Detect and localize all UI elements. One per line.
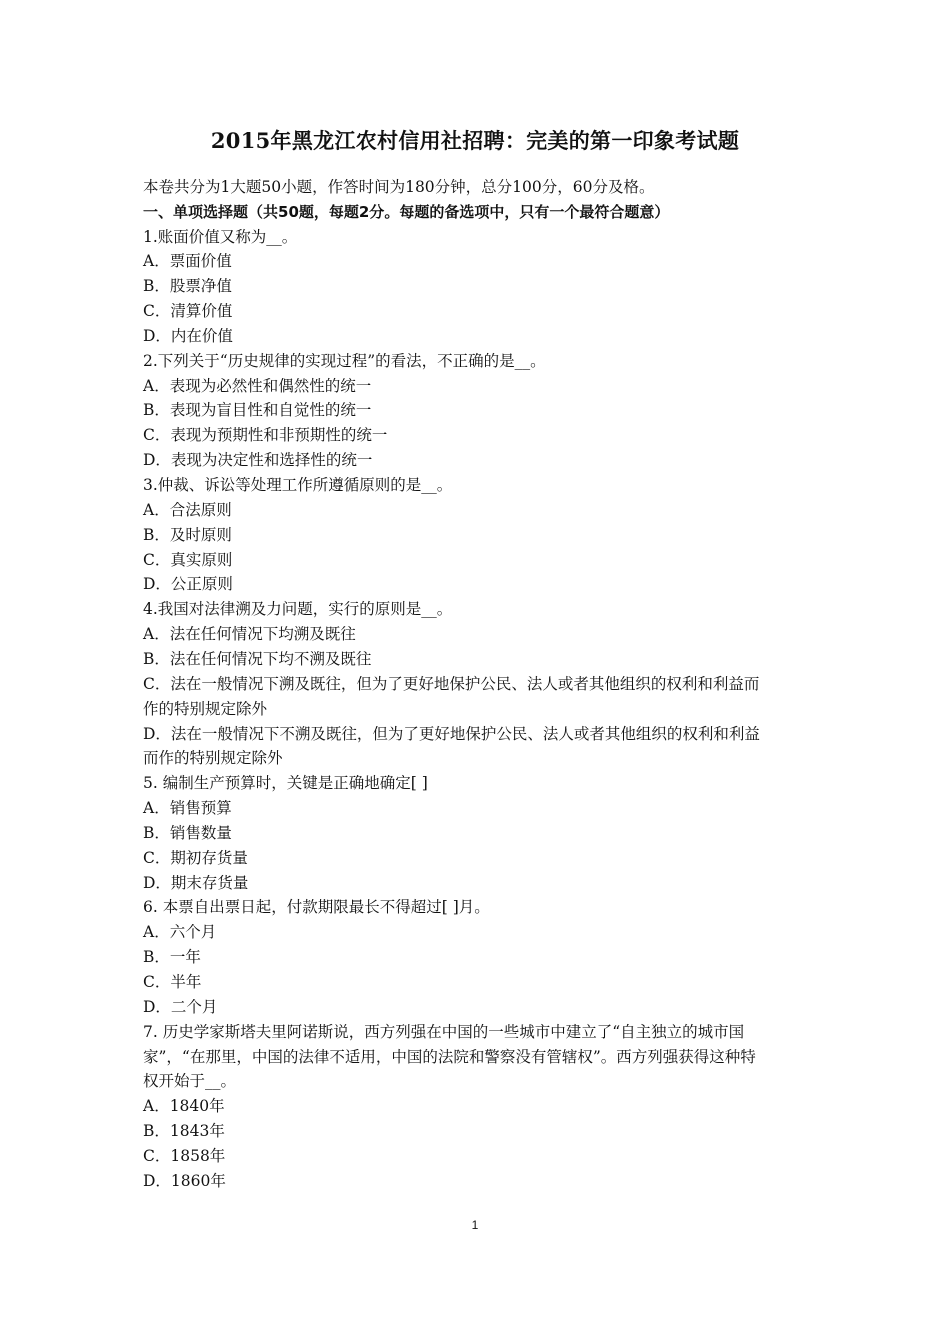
document-title: 2015年黑龙江农村信用社招聘：完美的第一印象考试题	[210, 128, 740, 153]
question-line: 权开始于__。	[143, 1072, 237, 1091]
answer-option: D．内在价值	[143, 326, 233, 345]
question-line: 作的特别规定除外	[143, 699, 268, 718]
answer-option: B．一年	[143, 948, 201, 967]
answer-option: D．1860年	[143, 1171, 226, 1190]
question-line: 1.账面价值又称为__。	[143, 227, 298, 246]
answer-option: A．法在任何情况下均溯及既往	[143, 625, 356, 644]
answer-option: C．期初存货量	[143, 848, 248, 867]
exam-intro: 本卷共分为1大题50小题，作答时间为180分钟，总分100分，60分及格。	[143, 178, 655, 196]
question-line: 5. 编制生产预算时，关键是正确地确定[ ]	[143, 774, 428, 793]
question-line: 3.仲裁、诉讼等处理工作所遵循原则的是__。	[143, 476, 453, 494]
question-line: 6. 本票自出票日起，付款期限最长不得超过[ ]月。	[143, 898, 490, 917]
question-line: 4.我国对法律溯及力问题，实行的原则是__。	[143, 600, 453, 619]
answer-option: B．销售数量	[143, 823, 232, 842]
section-header: 一、单项选择题（共50题，每题2分。每题的备选项中，只有一个最符合题意）	[143, 203, 670, 221]
answer-option: D．二个月	[143, 997, 218, 1016]
question-line: 2.下列关于“历史规律的实现过程”的看法，不正确的是__。	[143, 351, 546, 370]
question-line: 7. 历史学家斯塔夫里阿诺斯说，西方列强在中国的一些城市中建立了“自主独立的城市国	[143, 1022, 745, 1041]
answer-option: D．期末存货量	[143, 873, 249, 892]
answer-option: B．1843年	[143, 1122, 225, 1141]
answer-option: D．公正原则	[143, 575, 233, 594]
answer-option: C．表现为预期性和非预期性的统一	[143, 426, 388, 445]
answer-option: A．票面价值	[143, 252, 232, 271]
page-number: 1	[471, 1218, 479, 1232]
answer-option: B．表现为盲目性和自觉性的统一	[143, 401, 372, 420]
answer-option: A．销售预算	[143, 799, 232, 818]
answer-option: A．1840年	[143, 1097, 225, 1116]
answer-option: A．六个月	[143, 923, 217, 942]
question-line: 家”，“在那里，中国的法律不适用，中国的法院和警察没有管辖权”。西方列强获得这种特	[143, 1047, 756, 1066]
answer-option: B．法在任何情况下均不溯及既往	[143, 649, 372, 668]
answer-option: B．股票净值	[143, 277, 232, 296]
question-line: 而作的特别规定除外	[143, 749, 283, 768]
answer-option: C．真实原则	[143, 550, 233, 569]
answer-option: D．法在一般情况下不溯及既往，但为了更好地保护公民、法人或者其他组织的权利和利益	[143, 724, 760, 743]
answer-option: C．法在一般情况下溯及既往，但为了更好地保护公民、法人或者其他组织的权利和利益而	[143, 674, 760, 693]
answer-option: D．表现为决定性和选择性的统一	[143, 451, 373, 470]
answer-option: C．1858年	[143, 1146, 226, 1165]
answer-option: C．半年	[143, 973, 202, 991]
answer-option: A．表现为必然性和偶然性的统一	[143, 376, 372, 395]
answer-option: B．及时原则	[143, 525, 232, 544]
answer-option: A．合法原则	[143, 500, 232, 519]
answer-option: C．清算价值	[143, 302, 233, 321]
